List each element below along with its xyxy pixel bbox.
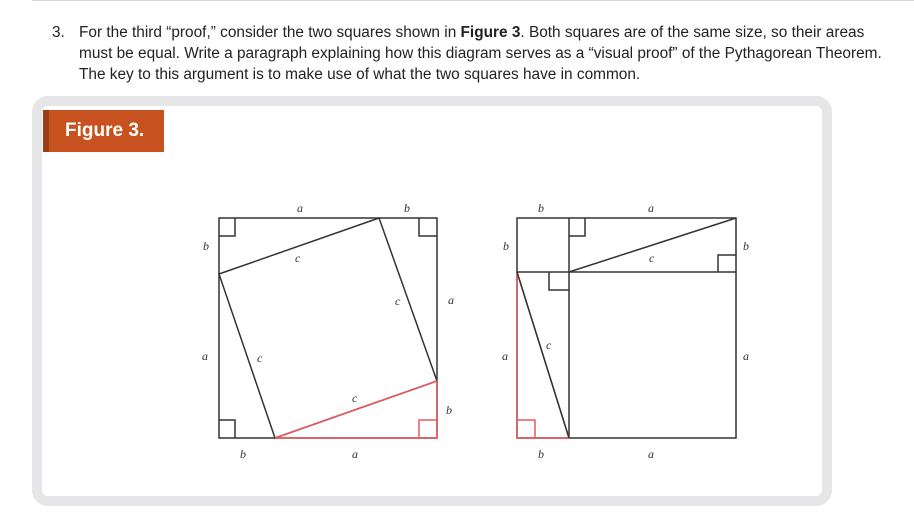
left-square [219,218,437,438]
right-top-b: b [538,201,544,215]
left-outer-square [219,218,437,438]
right-square [517,218,736,438]
left-bottom-b: b [240,447,246,461]
right-top-a: a [648,201,654,215]
left-c-top: c [295,251,301,265]
figure-label: Figure 3. [43,110,164,152]
left-top-a: a [297,201,303,215]
left-corner-mark-tr [419,218,437,236]
left-side-a: a [202,349,208,363]
question-text-after: . Both squares are of the same size, so their areas must be equal. Write a paragraph explaining how this diagram serves as a “visual proof” of the Pythagorean Theorem. The key to this argument is to make use of what the two squares have in common. [79,24,882,83]
right-left-b: b [503,239,509,253]
question-number: 3. [52,24,65,41]
left-corner-mark-tl [219,218,235,236]
left-corner-mark-bl [219,420,235,438]
right-corner-mark-3 [549,272,569,290]
right-right-a: a [743,349,749,363]
right-red-corner-mark [517,420,535,438]
right-hypotenuse-c [517,272,569,438]
right-corner-mark-1 [569,218,585,236]
right-bottom-a: a [648,447,654,461]
left-red-corner-mark [419,420,437,438]
left-c-bottom: c [352,391,358,405]
left-highlight-triangle [275,381,437,438]
right-c-left: c [546,338,552,352]
right-outer-square [517,218,736,438]
left-bottom-a: a [352,447,358,461]
left-inner-square-c [219,218,437,438]
right-corner-mark-2 [718,255,736,272]
right-c-top: c [649,251,655,265]
left-side-b: b [203,239,209,253]
left-right-a: a [448,293,454,307]
left-right-b: b [446,403,452,417]
figure-reference: Figure 3 [460,24,521,41]
left-red-triangle [275,381,437,438]
question-text-before: For the third “proof,” consider the two squares shown in [79,24,461,41]
right-right-b: b [743,239,749,253]
right-bottom-b: b [538,447,544,461]
left-c-right: c [395,294,401,308]
right-left-a: a [502,349,508,363]
left-c-left: c [257,351,263,365]
left-top-b: b [404,201,410,215]
